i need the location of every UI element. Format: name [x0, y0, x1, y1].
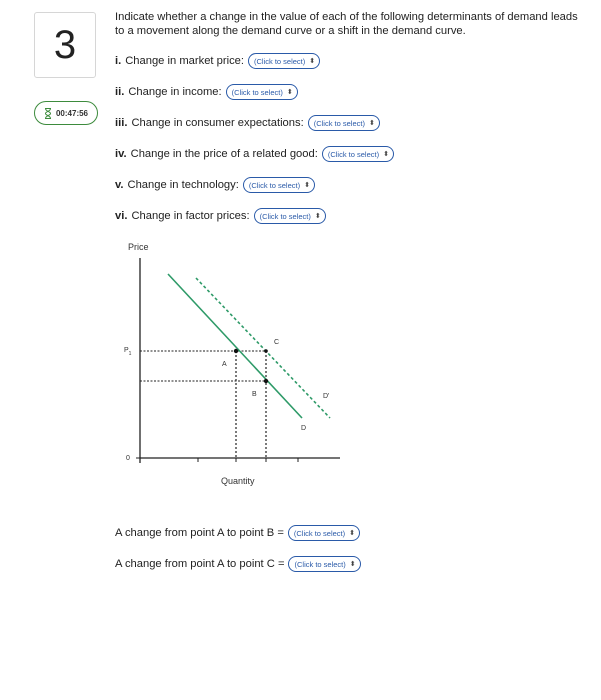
x-axis-label: Quantity	[221, 476, 255, 486]
dropdown-text: (Click to select)	[259, 211, 311, 221]
instructions: Indicate whether a change in the value of each of the following determinants of demand leads to a movement along the demand curve or a shift in the demand curve.	[115, 11, 578, 37]
question-item	[115, 84, 298, 100]
price-label-p: P	[124, 347, 129, 354]
answer-dropdown[interactable]	[248, 53, 320, 69]
updown-chevron-icon: ⬍	[349, 530, 355, 537]
point-c	[264, 349, 268, 353]
followup-label: A change from point A to point B =	[115, 527, 284, 539]
demand-curve-d	[168, 274, 302, 418]
dropdown-text: (Click to select)	[254, 56, 306, 66]
curve-d-label: D	[301, 425, 307, 432]
y-axis-label: Price	[128, 242, 149, 252]
answer-dropdown[interactable]	[322, 146, 394, 162]
dropdown-text: (Click to select)	[313, 118, 365, 128]
item-label: Change in income:	[128, 86, 222, 98]
updown-chevron-icon: ⬍	[304, 182, 310, 189]
point-a	[234, 349, 238, 353]
answer-dropdown[interactable]	[288, 556, 360, 572]
item-roman: vi.	[115, 210, 128, 222]
item-label: Change in factor prices:	[131, 210, 250, 222]
updown-chevron-icon: ⬍	[383, 151, 389, 158]
origin-label: 0	[126, 455, 130, 462]
updown-chevron-icon: ⬍	[314, 213, 321, 220]
answer-dropdown[interactable]	[288, 525, 360, 541]
demand-chart-svg	[118, 238, 354, 500]
point-a-label: A	[222, 361, 227, 368]
answer-dropdown[interactable]	[254, 208, 326, 224]
answer-dropdown[interactable]	[308, 115, 380, 131]
item-label: Change in the price of a related good:	[130, 148, 318, 160]
item-label: Change in technology:	[127, 179, 239, 191]
price-label	[124, 347, 132, 357]
dropdown-text: (Click to select)	[231, 87, 283, 97]
timer-badge	[34, 101, 98, 125]
question-item	[115, 115, 380, 131]
answer-dropdown[interactable]	[226, 84, 298, 100]
updown-chevron-icon: ⬍	[349, 561, 356, 568]
timer-text: 00:47:56	[55, 108, 89, 118]
updown-chevron-icon: ⬍	[309, 58, 316, 65]
dropdown-text: (Click to select)	[248, 180, 301, 190]
question-item	[115, 177, 315, 193]
followup-item	[115, 525, 360, 541]
item-label: Change in consumer expectations:	[131, 117, 304, 129]
question-number-box	[34, 12, 96, 78]
updown-chevron-icon: ⬍	[286, 89, 293, 96]
followup-label: A change from point A to point C =	[115, 558, 285, 570]
price-label-sub: 1	[128, 351, 132, 357]
item-roman: v.	[115, 179, 124, 191]
item-roman: iv.	[115, 148, 127, 160]
dropdown-text: (Click to select)	[327, 149, 380, 159]
item-label: Change in market price:	[125, 55, 244, 67]
curve-d-prime-label: D'	[323, 393, 330, 400]
answer-dropdown[interactable]	[243, 177, 315, 193]
question-content	[115, 10, 585, 38]
dropdown-text: (Click to select)	[293, 528, 346, 538]
item-roman: iii.	[115, 117, 128, 129]
point-b	[264, 379, 268, 383]
question-item	[115, 146, 394, 162]
followup-item	[115, 556, 361, 572]
updown-chevron-icon: ⬍	[368, 120, 375, 127]
dropdown-text: (Click to select)	[294, 559, 346, 569]
point-c-label: C	[274, 339, 280, 346]
item-roman: ii.	[115, 86, 125, 98]
demand-chart	[118, 238, 354, 500]
question-number: 3	[53, 22, 77, 67]
hourglass-icon	[44, 108, 52, 119]
demand-curve-d-prime	[196, 278, 330, 418]
item-roman: i.	[115, 55, 122, 67]
point-b-label: B	[252, 391, 257, 398]
question-item	[115, 53, 320, 69]
question-item	[115, 208, 326, 224]
